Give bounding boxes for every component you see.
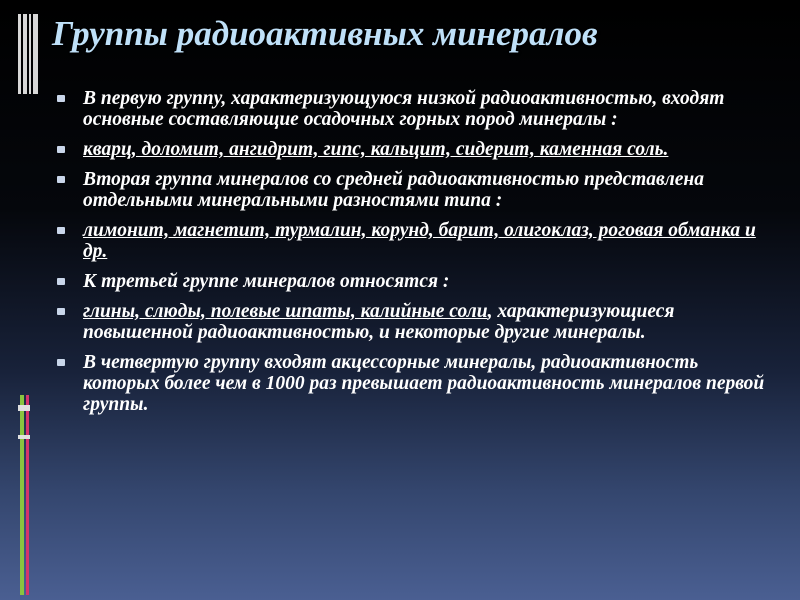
bullet-icon <box>57 176 65 183</box>
list-item-text: , характеризующиеся повышенной радиоактивностью, и некоторые другие минералы. <box>83 301 675 343</box>
bullet-icon <box>57 359 65 366</box>
list-item-text-underlined: глины, слюды, полевые шпаты, калийные соли <box>83 301 488 322</box>
bullet-icon <box>57 146 65 153</box>
bullet-icon <box>57 308 65 315</box>
list-item <box>55 271 770 292</box>
bullet-list <box>55 88 770 424</box>
decorative-stripes-top <box>18 14 40 94</box>
list-item-text: Вторая группа минералов со средней радиоактивностью представлена отдельными минеральными разностями типа : <box>83 169 705 211</box>
decorative-stripes-bottom <box>18 395 32 595</box>
list-item-text: К третьей группе минералов относятся : <box>83 271 450 292</box>
list-item <box>55 220 770 262</box>
bullet-icon <box>57 95 65 102</box>
list-item <box>55 139 770 160</box>
list-item <box>55 352 770 415</box>
list-item <box>55 88 770 130</box>
slide-title: Группы радиоактивных минералов <box>52 14 598 53</box>
list-item-text: лимонит, магнетит, турмалин, корунд, барит, олигоклаз, роговая обманка и др. <box>83 220 756 262</box>
list-item <box>55 169 770 211</box>
list-item <box>55 301 770 343</box>
list-item-text: кварц, доломит, ангидрит, гипс, кальцит, сидерит, каменная соль. <box>83 139 669 160</box>
bullet-icon <box>57 278 65 285</box>
list-item-text: В четвертую группу входят акцессорные минералы, радиоактивность которых более чем в 1000 раз превышает радиоактивность минералов первой группы. <box>83 352 765 415</box>
bullet-icon <box>57 227 65 234</box>
list-item-text: В первую группу, характеризующуюся низкой радиоактивностью, входят основные составляющие осадочных горных пород минералы : <box>83 88 725 130</box>
